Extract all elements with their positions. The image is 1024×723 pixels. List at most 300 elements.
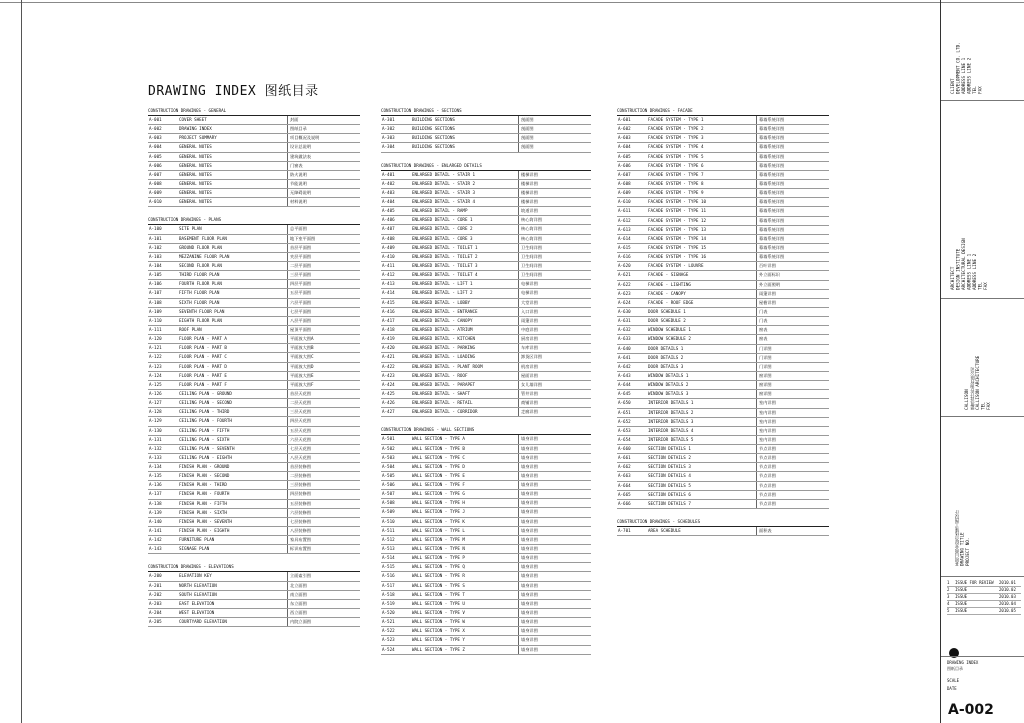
sheet-no-cell: A-129 [149,418,162,424]
sheet-name-cn-cell: 入口详图 [518,308,591,316]
sheet-no-cell: A-407 [382,226,395,232]
revision-desc: ISSUE [955,594,968,599]
revision-row [947,608,1021,615]
sheet-name-cn-cell: 二层天花图 [287,399,360,407]
sheet-name-cn-cell: 剖面图 [518,125,591,133]
table-row [381,235,591,244]
sheet-no-cell: A-424 [382,381,395,387]
sheet-name-cell: FACADE SYSTEM - TYPE 12 [648,217,706,223]
client-section [941,0,1024,101]
sheet-no-cell: A-608 [618,180,631,186]
sheet-name-cell: WALL SECTION - TYPE D [412,463,465,469]
table-row [617,271,829,280]
sheet-no-cell: A-520 [382,610,395,616]
sheet-name-cell: CEILING PLAN - EIGHTH [179,454,232,460]
table-row [617,500,829,509]
sheet-no-cell: A-510 [382,518,395,524]
sheet-name-cell: WALL SECTION - TYPE S [412,582,465,588]
sheet-name-cell: ENLARGED DETAIL - LIFT 2 [412,290,473,296]
table-row [381,490,591,499]
sheet-name-cell: FACADE SYSTEM - TYPE 2 [648,126,704,132]
sheet-name-cn-cell: 管井详图 [518,390,591,398]
revision-date: 2010.05 [999,608,1016,613]
sheet-name-cn-cell: 墙身详图 [518,591,591,599]
sheet-name-cn-cell: 墙身详图 [518,463,591,471]
sheet-no-cell: A-426 [382,400,395,406]
table-row [148,472,360,481]
sheet-no-cell: A-131 [149,436,162,442]
sheet-name-cell: WALL SECTION - TYPE X [412,628,465,634]
revision-desc: ISSUE FOR REVIEW [955,580,994,585]
table-row [148,481,360,490]
sheet-no-cell: A-410 [382,253,395,259]
sheet-name-cell: CEILING PLAN - FIFTH [179,427,230,433]
sheet-name-cell: BUILDING SECTIONS [412,135,455,141]
sheet-no-cell: A-125 [149,381,162,387]
table-row [381,171,591,180]
sheet-name-cn-cell: 幕墙系统详图 [756,143,829,151]
sheet-name-cell: FACADE SYSTEM - TYPE 9 [648,190,704,196]
sheet-name-cn-cell: 窗详图 [756,372,829,380]
sheet-no-cell: A-108 [149,299,162,305]
table-row [381,591,591,600]
sheet-name-cell: FACADE SYSTEM - TYPE 3 [648,135,704,141]
sheet-no-cell: A-139 [149,509,162,515]
titleblock-line: TEL [981,402,987,410]
revision-no: 5 [947,608,950,613]
sheet-no-cell: A-414 [382,290,395,296]
sheet-no-cell: A-402 [382,180,395,186]
sheet-name-cell: FINISH PLAN - GROUND [179,464,230,470]
sheet-no-cell: A-511 [382,527,395,533]
sheet-no-cell: A-411 [382,262,395,268]
sheet-name-cell: ENLARGED DETAIL - SHAFT [412,390,470,396]
sheet-no-cell: A-524 [382,646,395,652]
sheet-name-cell: ENLARGED DETAIL - STAIR 1 [412,171,476,177]
table-row [148,572,360,581]
sheet-no-cell: A-100 [149,226,162,232]
sheet-no-cell: A-134 [149,464,162,470]
table-row [381,454,591,463]
sheet-name-cell: ENLARGED DETAIL - TOILET 1 [412,244,478,250]
sheet-no-cell: A-006 [149,162,162,168]
sheet-no-cell: A-126 [149,390,162,396]
group-header: CONSTRUCTION DRAWINGS - GENERAL [148,108,227,113]
sheet-no-cell: A-630 [618,308,631,314]
sheet-name-cn-cell: 幕墙系统详图 [756,125,829,133]
sheet-name-cell: EIGHTH FLOOR PLAN [179,317,222,323]
sheet-name-cell: FACADE SYSTEM - TYPE 10 [648,199,706,205]
sheet-name-cell: INTERIOR DETAILS 2 [648,409,694,415]
table-row [617,299,829,308]
sheet-name-cn-cell: 核心筒详图 [518,235,591,243]
sheet-name-cn-cell: 卫生间详图 [518,271,591,279]
sheet-name-cn-cell: 平面放大图C [287,353,360,361]
table-row [617,290,829,299]
sheet-no-cell: A-611 [618,208,631,214]
sheet-name-cell: MEZZANINE FLOOR PLAN [179,253,230,259]
sheet-name-cell: FACADE SYSTEM - TYPE 5 [648,153,704,159]
table-row [381,408,591,417]
sheet-no-cell: A-005 [149,153,162,159]
sheet-name-cell: ENLARGED DETAIL - CANOPY [412,317,473,323]
sheet-name-cn-cell: 墙身详图 [518,527,591,535]
sheet-name-cn-cell: 幕墙系统详图 [756,116,829,124]
table-row [617,436,829,445]
table-row [148,536,360,545]
sheet-no-cell: A-501 [382,436,395,442]
sheet-no-cell: A-664 [618,482,631,488]
sheet-no-cell: A-007 [149,171,162,177]
table-row [148,326,360,335]
sheet-name-cell: SEVENTH FLOOR PLAN [179,308,225,314]
sheet-name-cn-cell: 厨房详图 [518,335,591,343]
sheet-name-cell: WINDOW SCHEDULE 1 [648,327,691,333]
table-row [381,445,591,454]
table-row [617,326,829,335]
sheet-name-cn-cell: 墙身详图 [518,445,591,453]
sheet-name-cell: FINISH PLAN - SEVENTH [179,518,232,524]
sheet-no-cell: A-128 [149,409,162,415]
sheet-name-cn-cell: 首层平面图 [287,244,360,252]
sheet-no-cell: A-425 [382,390,395,396]
sheet-name-cn-cell: 八层天花图 [287,454,360,462]
sheet-name-cell: ENLARGED DETAIL - CORE 3 [412,235,473,241]
sheet-no-cell: A-120 [149,336,162,342]
table-row [617,427,829,436]
sheet-name-cell: FACADE - CANOPY [648,290,686,296]
sheet-name-cn-cell: 墙身详图 [518,435,591,443]
sheet-no-cell: A-301 [382,117,395,122]
sheet-no-cell: A-130 [149,427,162,433]
table-row [617,527,829,536]
sheet-no-cell: A-666 [618,500,631,506]
sheet-name-cn-cell: 外立面照明 [756,281,829,289]
sheet-name-cell: INTERIOR DETAILS 5 [648,436,694,442]
revision-row [947,587,1021,594]
sheet-name-cell: ENLARGED DETAIL - LOBBY [412,299,470,305]
sheet-name-cell: WALL SECTION - TYPE M [412,536,465,542]
sheet-name-cell: FACADE SYSTEM - LOUVRE [648,263,704,269]
sheet-name-cn-cell: 三层装修图 [287,481,360,489]
sheet-no-cell: A-406 [382,217,395,223]
sheet-name-cell: GENERAL NOTES [179,190,212,196]
table-row [381,609,591,618]
sheet-no-cell: A-421 [382,354,395,360]
sheet-name-cn-cell: 八层平面图 [287,317,360,325]
sheet-no-cell: A-111 [149,326,162,332]
sheet-name-cn-cell: 地下室平面图 [287,235,360,243]
sheet-name-cn-cell: 墙身详图 [518,563,591,571]
drawing-title-en: DRAWING INDEX [947,660,979,665]
sheet-no-cell: A-665 [618,491,631,497]
sheet-name-cell: FACADE SYSTEM - TYPE 7 [648,171,704,177]
table-row [617,363,829,372]
sheet-name-cn-cell: 电梯详图 [518,280,591,288]
revision-desc: ISSUE [955,608,968,613]
sheet-name-cn-cell: 幕墙系统详图 [756,244,829,252]
sheet-name-cn-cell: 建筑做法表 [287,153,360,161]
sheet-name-cell: SECTION DETAILS 3 [648,464,691,470]
revision-date: 2010.01 [999,580,1016,585]
sheet-name-cn-cell: 三层平面图 [287,271,360,279]
sheet-no-cell: A-613 [618,226,631,232]
table-row [617,454,829,463]
sheet-name-cn-cell: 北立面图 [287,582,360,590]
sheet-name-cell: WINDOW DETAILS 2 [648,382,689,388]
table-row [148,582,360,591]
revision-section [941,576,1024,657]
table-row [148,153,360,162]
sheet-name-cn-cell: 幕墙系统详图 [756,226,829,234]
sheet-name-cn-cell: 内院立面图 [287,618,360,626]
sheet-no-cell: A-412 [382,272,395,278]
sheet-name-cn-cell: 幕墙系统详图 [756,217,829,225]
sheet-name-cn-cell: 节点详图 [756,463,829,471]
sheet-name-cn-cell: 节点详图 [756,500,829,508]
table-row [617,381,829,390]
sheet-name-cell: COURTYARD ELEVATION [179,619,227,625]
table-row [617,235,829,244]
sheet-name-cn-cell: 外立面标识 [756,271,829,279]
sheet-name-cell: WALL SECTION - TYPE E [412,472,465,478]
sheet-name-cell: SOUTH ELEVATION [179,591,217,597]
sheet-name-cn-cell: 车库详图 [518,344,591,352]
table-row [381,326,591,335]
table-row [148,600,360,609]
sheet-name-cell: FLOOR PLAN - PART B [179,345,227,351]
sheet-name-cn-cell: 坡道详图 [518,207,591,215]
sheet-no-cell: A-137 [149,491,162,497]
table-row [148,271,360,280]
table-row [617,262,829,271]
table-row [617,308,829,317]
sheet-name-cn-cell: 平面放大图B [287,344,360,352]
sheet-name-cn-cell: 东立面图 [287,600,360,608]
sheet-name-cell: WALL SECTION - TYPE J [412,509,465,515]
table-row [381,299,591,308]
sheet-name-cn-cell: 墙身详图 [518,472,591,480]
titleblock-line: FAX [978,86,984,94]
group-header: CONSTRUCTION DRAWINGS - SCHEDULES [617,519,701,525]
table-row [148,399,360,408]
sheet-name-cn-cell: 墙身详图 [518,545,591,553]
sheet-name-cn-cell: 总平面图 [287,225,360,233]
table-row [148,372,360,381]
revision-date: 2010.03 [999,594,1016,599]
table-row [148,408,360,417]
sheet-no-cell: A-650 [618,400,631,406]
firm-info [965,306,993,410]
sheet-name-cell: GENERAL NOTES [179,144,212,150]
sheet-no-cell: A-405 [382,208,395,214]
index-column-2 [381,108,591,655]
table-row [148,317,360,326]
table-row [381,363,591,372]
table-row [148,381,360,390]
table-row [381,646,591,655]
sheet-name-cell: WINDOW SCHEDULE 2 [648,336,691,342]
table-row [381,499,591,508]
sheet-name-cell: SECTION DETAILS 5 [648,482,691,488]
sheet-name-cn-cell: 平面放大图E [287,372,360,380]
index-table [381,115,591,153]
sheet-no-cell: A-417 [382,317,395,323]
sheet-no-cell: A-105 [149,272,162,278]
sheet-name-cell: GROUND FLOOR PLAN [179,244,222,250]
sheet-name-cn-cell: 二层平面图 [287,262,360,270]
sheet-name-cell: FACADE - SIGNAGE [648,272,689,278]
sheet-name-cn-cell: 室内详图 [756,399,829,407]
sheet-no-cell: A-107 [149,290,162,296]
table-row [148,143,360,152]
sheet-name-cell: GENERAL NOTES [179,171,212,177]
table-row [381,399,591,408]
sheet-no-cell: A-423 [382,372,395,378]
sheet-name-cell: ENLARGED DETAIL - KITCHEN [412,336,476,342]
sheet-name-cn-cell: 墙身详图 [518,618,591,626]
sheet-name-cell: WALL SECTION - TYPE Y [412,637,465,643]
table-row [381,262,591,271]
table-row [148,353,360,362]
sheet-name-cn-cell: 首层装修图 [287,463,360,471]
table-row [617,345,829,354]
sheet-name-cn-cell: 项目概况及说明 [287,134,360,142]
revision-no: 2 [947,587,950,592]
sheet-name-cn-cell: 标识布置图 [287,545,360,553]
index-table [617,115,829,509]
sheet-name-cell: WALL SECTION - TYPE B [412,445,465,451]
sheet-name-cn-cell: 剖面图 [518,134,591,142]
table-row [381,545,591,554]
sheet-name-cn-cell: 剖面图 [518,116,591,124]
sheet-name-cell: DRAWING INDEX [179,126,212,132]
sheet-name-cn-cell: 家具布置图 [287,536,360,544]
sheet-name-cell: INTERIOR DETAILS 3 [648,418,694,424]
sheet-name-cell: WALL SECTION - TYPE U [412,600,465,606]
sheet-name-cell: PROJECT SUMMARY [179,135,217,141]
sheet-name-cell: WALL SECTION - TYPE K [412,518,465,524]
sheet-name-cell: ENLARGED DETAIL - TOILET 2 [412,253,478,259]
sheet-name-cn-cell: 屋檐详图 [756,299,829,307]
sheet-name-cell: DOOR DETAILS 2 [648,354,684,360]
table-row [381,244,591,253]
table-row [381,481,591,490]
sheet-name-cell: WALL SECTION - TYPE T [412,591,465,597]
table-row [381,600,591,609]
sheet-no-cell: A-661 [618,455,631,461]
sheet-no-cell: A-408 [382,235,395,241]
sheet-name-cn-cell: 节点详图 [756,445,829,453]
sheet-no-cell: A-701 [618,528,631,534]
date-label: DATE [947,686,957,691]
sheet-name-cn-cell: 无障碍说明 [287,189,360,197]
sheet-name-cell: GENERAL NOTES [179,199,212,205]
sheet-name-cn-cell: 五层天花图 [287,427,360,435]
sheet-name-cn-cell: 雨篷详图 [518,317,591,325]
table-row [617,418,829,427]
sheet-name-cell: WALL SECTION - TYPE V [412,610,465,616]
sheet-name-cell: THIRD FLOOR PLAN [179,272,220,278]
table-row [148,244,360,253]
sheet-no-cell: A-003 [149,135,162,141]
table-row [148,299,360,308]
sheet-no-cell: A-642 [618,363,631,369]
table-row [148,490,360,499]
page-title: DRAWING INDEX 图纸目录 [148,84,319,99]
table-row [617,372,829,381]
sheet-no-cell: A-143 [149,546,162,552]
sheet-name-cell: ENLARGED DETAIL - LOADING [412,354,476,360]
sheet-name-cn-cell: 楼梯详图 [518,180,591,188]
sheet-name-cell: WALL SECTION - TYPE Q [412,564,465,570]
sheet-no-cell: A-621 [618,272,631,278]
table-row [148,363,360,372]
sheet-no-cell: A-002 [149,126,162,132]
sheet-name-cn-cell: 三层天花图 [287,408,360,416]
sheet-no-cell: A-409 [382,244,395,250]
table-row [617,125,829,134]
sheet-name-cn-cell: 门详图 [756,345,829,353]
sheet-name-cn-cell: 封面 [287,116,360,124]
table-row [148,235,360,244]
sheet-name-cn-cell: 室内详图 [756,427,829,435]
group-header: CONSTRUCTION DRAWINGS - ENLARGED DETAILS [381,162,482,168]
table-row [617,317,829,326]
sheet-no-cell: A-127 [149,400,162,406]
table-row [381,536,591,545]
table-row [148,427,360,436]
titleblock-line: ADDRESS LINE 1 [962,57,967,94]
sheet-name-cn-cell: 核心筒详图 [518,216,591,224]
titleblock-line: ADDRESS LINE 2 [967,57,973,94]
sheet-no-cell: A-640 [618,345,631,351]
sheet-no-cell: A-302 [382,126,395,132]
sheet-name-cell: WALL SECTION - TYPE F [412,482,465,488]
sheet-name-cn-cell: 室内详图 [756,418,829,426]
sheet-name-cell: WALL SECTION - TYPE P [412,555,465,561]
sheet-name-cell: ENLARGED DETAIL - TOILET 4 [412,272,478,278]
sheet-no-cell: A-200 [149,573,162,579]
group-spacer [148,554,360,564]
sheet-name-cell: BASEMENT FLOOR PLAN [179,235,227,241]
sheet-name-cn-cell: 四层平面图 [287,280,360,288]
scale-label: SCALE [947,678,960,683]
table-row [381,116,591,125]
sheet-name-cn-cell: 女儿墙详图 [518,381,591,389]
sheet-no-cell: A-607 [618,171,631,177]
table-row [381,225,591,234]
group-header: CONSTRUCTION DRAWINGS - PLANS [148,217,222,223]
table-row [381,253,591,262]
sheet-name-cn-cell: 夹层平面图 [287,253,360,261]
sheet-no-cell: A-620 [618,263,631,269]
sheet-no-cell: A-124 [149,372,162,378]
table-row [617,399,829,408]
sheet-name-cn-cell: 幕墙系统详图 [756,207,829,215]
sheet-no-cell: A-122 [149,354,162,360]
sheet-name-cell: ROOF PLAN [179,326,202,332]
table-row [381,463,591,472]
sheet-name-cell: WALL SECTION - TYPE W [412,619,465,625]
sheet-name-cell: SIXTH FLOOR PLAN [179,299,220,305]
sheet-name-cn-cell: 屋顶平面图 [287,326,360,334]
sheet-name-cell: DOOR DETAILS 3 [648,363,684,369]
sheet-name-cn-cell: 首层天花图 [287,390,360,398]
table-row [148,390,360,399]
sheet-no-cell: A-632 [618,327,631,333]
sheet-name-cn-cell: 楼梯详图 [518,198,591,206]
